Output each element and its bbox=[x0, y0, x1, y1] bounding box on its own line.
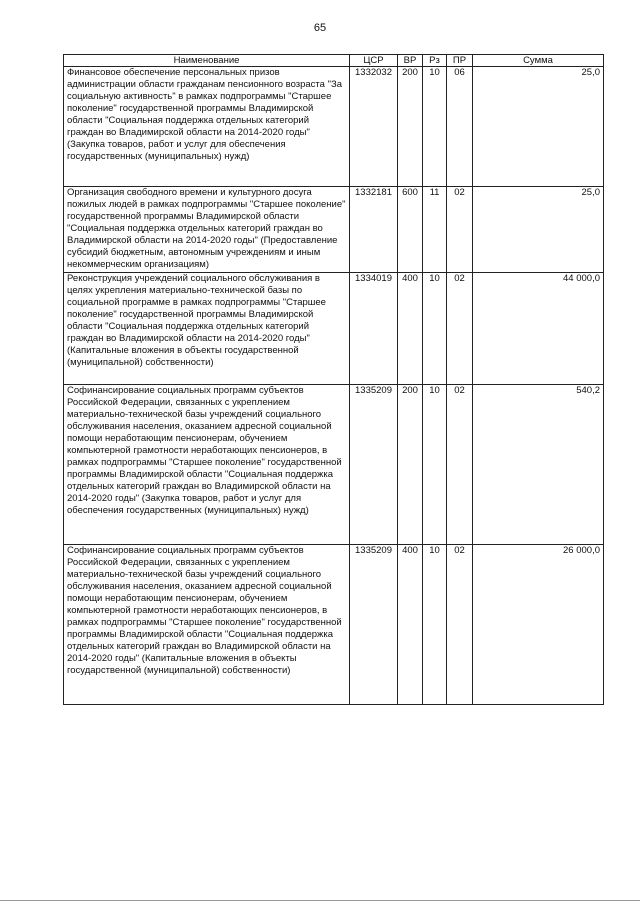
column-header-csr: ЦСР bbox=[350, 55, 398, 67]
row-vr: 200 bbox=[398, 385, 423, 545]
table-row bbox=[64, 67, 604, 187]
row-name: Организация свободного времени и культурного досуга пожилых людей в рамках подпрограммы "Старшее поколение" государственной программы Владимирской области "Социальная поддержка отдельных категорий граждан во Владимирской области на 2014-2020 годы" (Предоставление субсидий бюджетным, автономным учреждениям и иным некоммерческим организациям) bbox=[64, 187, 350, 273]
row-pr: 06 bbox=[447, 67, 473, 187]
row-sum: 26 000,0 bbox=[473, 545, 604, 705]
column-header-pr: ПР bbox=[447, 55, 473, 67]
budget-table bbox=[63, 54, 604, 705]
row-vr: 600 bbox=[398, 187, 423, 273]
row-vr: 200 bbox=[398, 67, 423, 187]
table-row bbox=[64, 273, 604, 385]
column-header-sum: Сумма bbox=[473, 55, 604, 67]
row-rz: 10 bbox=[423, 67, 447, 187]
table-row bbox=[64, 187, 604, 273]
row-name: Реконструкция учреждений социального обслуживания в целях укрепления материально-технической базы по социальной программе в рамках подпрограммы "Старшее поколение" государственной программы Владимирской области "Социальная поддержка отдельных категорий граждан во Владимирской области на 2014-2020 годы" (Капитальные вложения в объекты государственной (муниципальной) собственности) bbox=[64, 273, 350, 385]
row-name: Софинансирование социальных программ субъектов Российской Федерации, связанных с укреплением материально-технической базы учреждений социального обслуживания населения, оказанием адресной социальной помощи неработающим пенсионерам, обучением компьютерной грамотности неработающих пенсионеров, в рамках подпрограммы "Старшее поколение" государственной программы Владимирской области "Социальная поддержка отдельных категорий граждан во Владимирской области на 2014-2020 годы" (Закупка товаров, работ и услуг для обеспечения государственных (муниципальных) нужд) bbox=[64, 385, 350, 545]
row-csr: 1334019 bbox=[350, 273, 398, 385]
row-sum: 44 000,0 bbox=[473, 273, 604, 385]
row-sum: 25,0 bbox=[473, 187, 604, 273]
row-name: Софинансирование социальных программ субъектов Российской Федерации, связанных с укреплением материально-технической базы учреждений социального обслуживания населения, оказанием адресной социальной помощи неработающим пенсионерам, обучением компьютерной грамотности неработающих пенсионеров, в рамках подпрограммы "Старшее поколение" государственной программы Владимирской области "Социальная поддержка отдельных категорий граждан во Владимирской области на 2014-2020 годы" (Капитальные вложения в объекты государственной (муниципальной) собственности) bbox=[64, 545, 350, 705]
row-csr: 1335209 bbox=[350, 385, 398, 545]
row-rz: 11 bbox=[423, 187, 447, 273]
row-name: Финансовое обеспечение персональных призов администрации области гражданам пенсионного возраста "За социальную активность" в рамках подпрограммы "Старшее поколение" государственной программы Владимирской области "Социальная поддержка отдельных категорий граждан во Владимирской области на 2014-2020 годы" (Закупка товаров, работ и услуг для обеспечения государственных (муниципальных) нужд) bbox=[64, 67, 350, 187]
table-header-row bbox=[64, 55, 604, 67]
row-rz: 10 bbox=[423, 273, 447, 385]
row-sum: 25,0 bbox=[473, 67, 604, 187]
row-rz: 10 bbox=[423, 385, 447, 545]
row-pr: 02 bbox=[447, 385, 473, 545]
table-row bbox=[64, 545, 604, 705]
row-csr: 1332032 bbox=[350, 67, 398, 187]
row-pr: 02 bbox=[447, 273, 473, 385]
row-csr: 1332181 bbox=[350, 187, 398, 273]
row-rz: 10 bbox=[423, 545, 447, 705]
table-row bbox=[64, 385, 604, 545]
row-vr: 400 bbox=[398, 273, 423, 385]
page-number: 65 bbox=[313, 22, 327, 34]
row-vr: 400 bbox=[398, 545, 423, 705]
row-sum: 540,2 bbox=[473, 385, 604, 545]
row-pr: 02 bbox=[447, 545, 473, 705]
row-pr: 02 bbox=[447, 187, 473, 273]
page-bottom-divider bbox=[0, 900, 640, 901]
column-header-name: Наименование bbox=[64, 55, 350, 67]
column-header-rz: Рз bbox=[423, 55, 447, 67]
row-csr: 1335209 bbox=[350, 545, 398, 705]
column-header-vr: ВР bbox=[398, 55, 423, 67]
